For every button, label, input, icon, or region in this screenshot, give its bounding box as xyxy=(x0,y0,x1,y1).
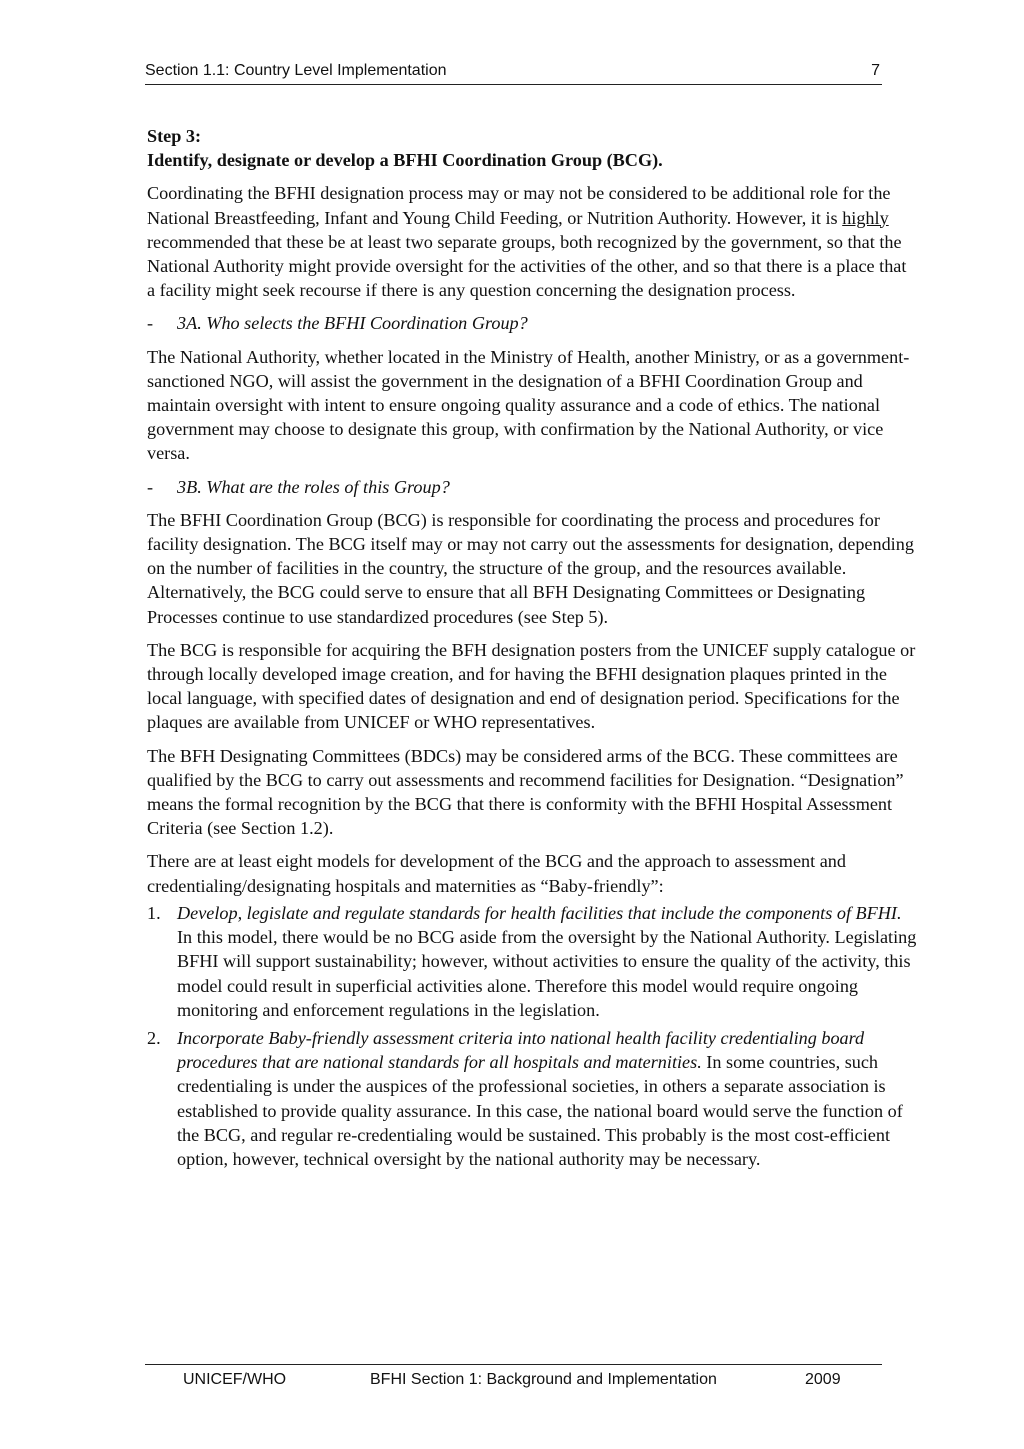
question-dash: - xyxy=(147,476,154,497)
footer-org: UNICEF/WHO xyxy=(183,1371,287,1388)
question-3b-text: 3B. What are the roles of this Group? xyxy=(177,476,450,497)
list-item-emphasis: Develop, legislate and regulate standards for health facilities that include the components of BFHI. xyxy=(177,902,902,923)
list-number: 1. xyxy=(147,902,161,923)
step-heading xyxy=(147,124,917,172)
intro-text-1: Coordinating the BFHI designation process may or may not be considered to be additional role for the National Breastfeeding, Infant and Young Child Feeding, or Nutrition Authority. However, it is xyxy=(147,183,891,228)
list-item xyxy=(147,901,917,1022)
page-header xyxy=(145,60,882,85)
question-3a xyxy=(147,311,917,335)
step-title: Identify, designate or develop a BFHI Coordination Group (BCG). xyxy=(147,150,663,171)
paragraph-3b-2: The BCG is responsible for acquiring the BFH designation posters from the UNICEF supply catalogue or through locally developed image creation, and for having the BFHI designation plaques printed in the local language, with specified dates of designation and end of designation period. Specifications for the plaques are available from UNICEF or WHO representatives. xyxy=(147,639,916,733)
page-footer xyxy=(145,1364,882,1395)
list-item-text: In this model, there would be no BCG aside from the oversight by the National Authority. Legislating BFHI will support sustainability; however, without activities to ensure the quality of the activity, this model could result in superficial activities alone. Therefore this model would require ongoing monitoring and enforcement regulations in the legislation. xyxy=(177,927,917,1020)
intro-paragraph xyxy=(147,181,917,302)
paragraph-3b-1: The BFHI Coordination Group (BCG) is responsible for coordinating the process and procedures for facility designation. The BCG itself may or may not carry out the assessments for designation, depending on the number of facilities in the country, the structure of the group, and the resources available. Alternatively, the BCG could serve to ensure that all BFH Designating Committees or Designating Processes continue to use standardized procedures (see Step 5). xyxy=(147,509,914,627)
question-3b xyxy=(147,475,917,499)
intro-text-2: recommended that these be at least two separate groups, both recognized by the government, so that the National Authority might provide oversight for the activities of the other, and so that there is a place that a facility might seek recourse if there is any question concerning the designation process. xyxy=(147,231,907,301)
page-number: 7 xyxy=(871,62,880,79)
intro-emphasis: highly xyxy=(842,207,889,228)
list-item-text: In some countries, such credentialing is under the auspices of the professional societies, in others a separate association is established to provide quality assurance. In this case, the national board would serve the function of the BCG, and regular re-credentialing would be sustained. This probably is the most cost-efficient option, however, technical oversight by the national authority may be necessary. xyxy=(177,1052,903,1169)
step-label: Step 3: xyxy=(147,126,202,146)
list-item-emphasis: Incorporate Baby-friendly assessment criteria into national health facility credentialing board procedures that are national standards for all hospitals and maternities. xyxy=(177,1027,865,1073)
list-item-body xyxy=(177,1026,917,1171)
footer-year: 2009 xyxy=(805,1371,841,1388)
section-title: Section 1.1: Country Level Implementation xyxy=(145,62,447,79)
paragraph-3a: The National Authority, whether located in the Ministry of Health, another Ministry, or as a government-sanctioned NGO, will assist the government in the designation of a BFHI Coordination Group and maintain oversight with intent to ensure ongoing quality assurance and a code of ethics. The national government may choose to designate this group, with confirmation by the National Authority, or vice versa. xyxy=(147,346,910,464)
paragraph-3b-4: There are at least eight models for development of the BCG and the approach to assessment and credentialing/designating hospitals and maternities as “Baby-friendly”: xyxy=(147,851,846,896)
list-item-body xyxy=(177,901,917,1022)
footer-document-title: BFHI Section 1: Background and Implementation xyxy=(370,1371,717,1388)
document-body xyxy=(147,124,917,1175)
question-dash: - xyxy=(147,313,154,334)
paragraph-3b-3: The BFH Designating Committees (BDCs) may be considered arms of the BCG. These committees are qualified by the BCG to carry out assessments and recommend facilities for Designation. “Designation” means the formal recognition by the BCG that there is conformity with the BFHI Hospital Assessment Criteria (see Section 1.2). xyxy=(147,745,904,839)
list-number: 2. xyxy=(147,1027,161,1048)
models-list xyxy=(147,901,917,1171)
question-3a-text: 3A. Who selects the BFHI Coordination Group? xyxy=(177,313,528,334)
list-item xyxy=(147,1026,917,1171)
